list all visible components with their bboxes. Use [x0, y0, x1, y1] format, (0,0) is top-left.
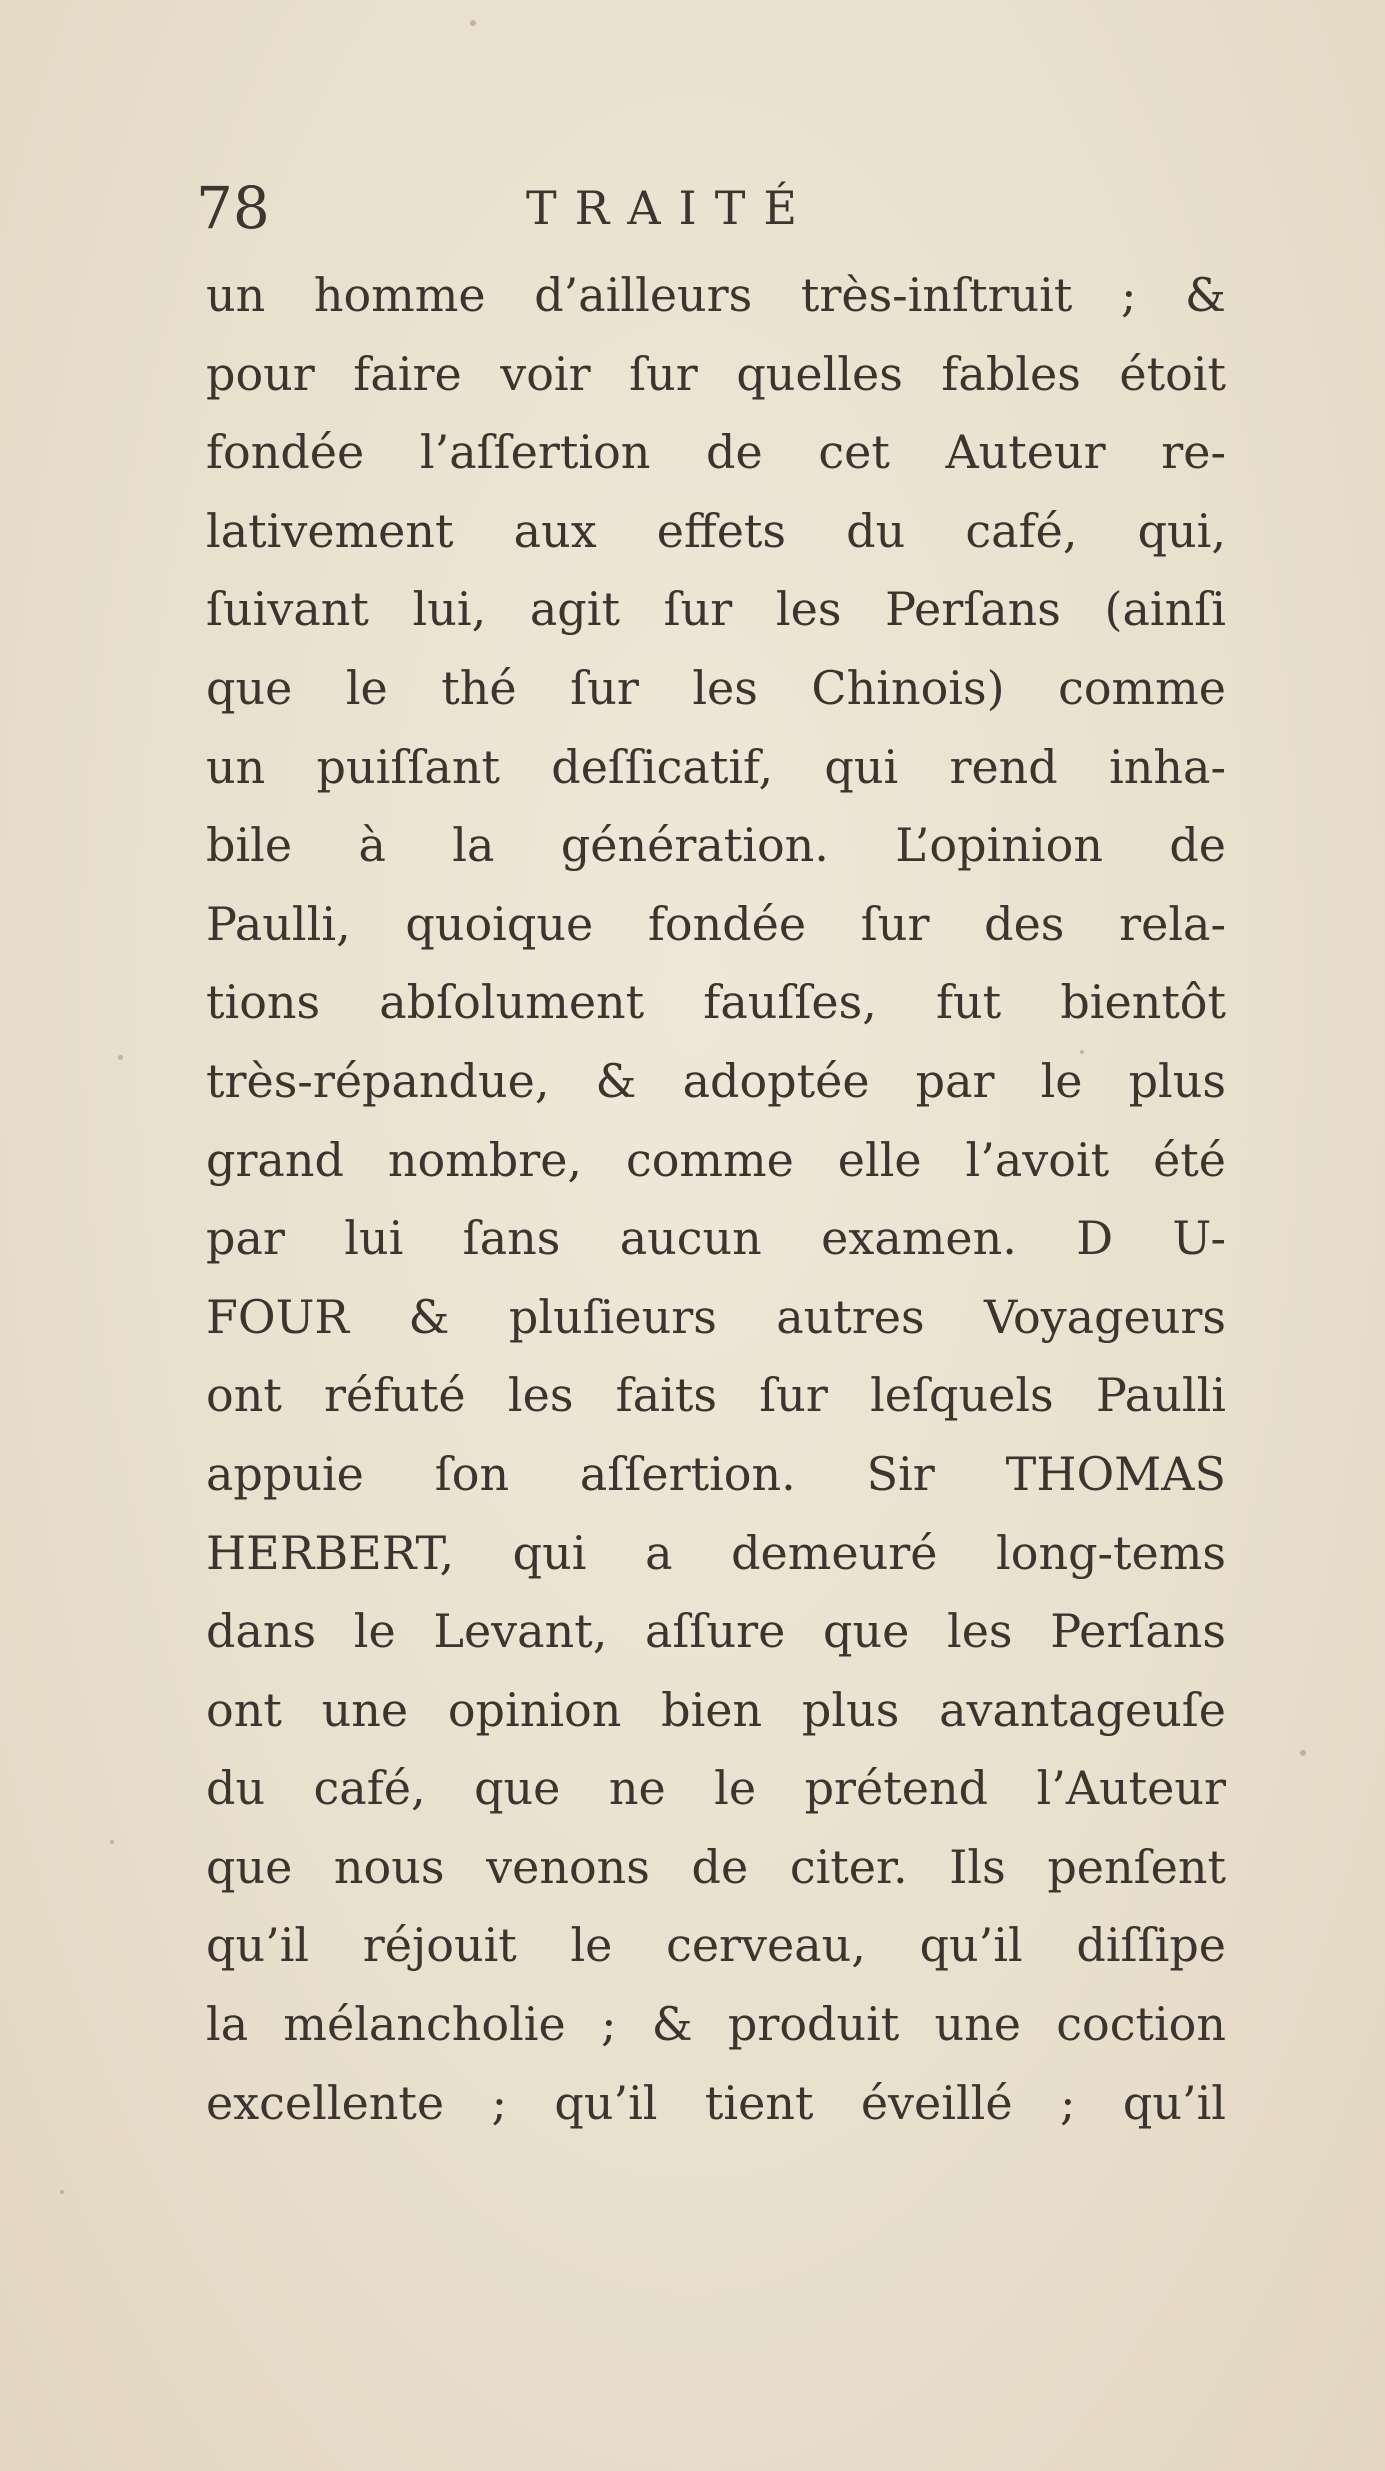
body-text: [206, 256, 1226, 2142]
text-line: un puiſſant deſſicatif, qui rend inha-: [206, 739, 1226, 794]
text-line: bile à la génération. L’opinion de: [206, 818, 1226, 873]
text-line: ont réfuté les faits ſur leſquels Paulli: [206, 1368, 1226, 1423]
text-line: très-répandue, & adoptée par le plus: [206, 1053, 1226, 1108]
text-line: HERBERT, qui a demeuré long-tems: [206, 1525, 1226, 1580]
text-line: la mélancholie ; & produit une coction: [206, 1997, 1226, 2052]
text-line: tions abſolument fauſſes, fut bientôt: [206, 975, 1226, 1030]
text-line: appuie ſon aſſertion. Sir THOMAS: [206, 1446, 1226, 1501]
text-line: grand nombre, comme elle l’avoit été: [206, 1132, 1226, 1187]
text-line: qu’il réjouit le cerveau, qu’il diſſipe: [206, 1918, 1226, 1973]
paper-speck: [470, 20, 476, 26]
page-header: [196, 168, 1256, 248]
paper-speck: [118, 1055, 123, 1060]
text-line: par lui ſans aucun examen. D U-: [206, 1211, 1226, 1266]
text-line: que nous venons de citer. Ils penſent: [206, 1839, 1226, 1894]
text-line: dans le Levant, aſſure que les Perſans: [206, 1604, 1226, 1659]
text-line: pour faire voir ſur quelles fables étoit: [206, 346, 1226, 401]
paper-speck: [1300, 1750, 1306, 1756]
text-line: lativement aux effets du café, qui,: [206, 503, 1226, 558]
text-line: ſuivant lui, agit ſur les Perſans (ainſi: [206, 582, 1226, 637]
paper-speck: [110, 1840, 114, 1844]
text-line: du café, que ne le prétend l’Auteur: [206, 1761, 1226, 1816]
page-number: 78: [196, 174, 270, 242]
text-line: excellente ; qu’il tient éveillé ; qu’il: [206, 2075, 1226, 2130]
running-head: TRAITÉ: [526, 181, 815, 235]
text-line: que le thé ſur les Chinois) comme: [206, 660, 1226, 715]
text-line: Paulli, quoique fondée ſur des rela-: [206, 896, 1226, 951]
paper-speck: [60, 2190, 64, 2194]
text-line: fondée l’aſſertion de cet Auteur re-: [206, 425, 1226, 480]
text-line: un homme d’ailleurs très-inſtruit ; &: [206, 268, 1226, 322]
text-line: ont une opinion bien plus avantageuſe: [206, 1682, 1226, 1737]
text-line: FOUR & pluſieurs autres Voyageurs: [206, 1289, 1226, 1344]
